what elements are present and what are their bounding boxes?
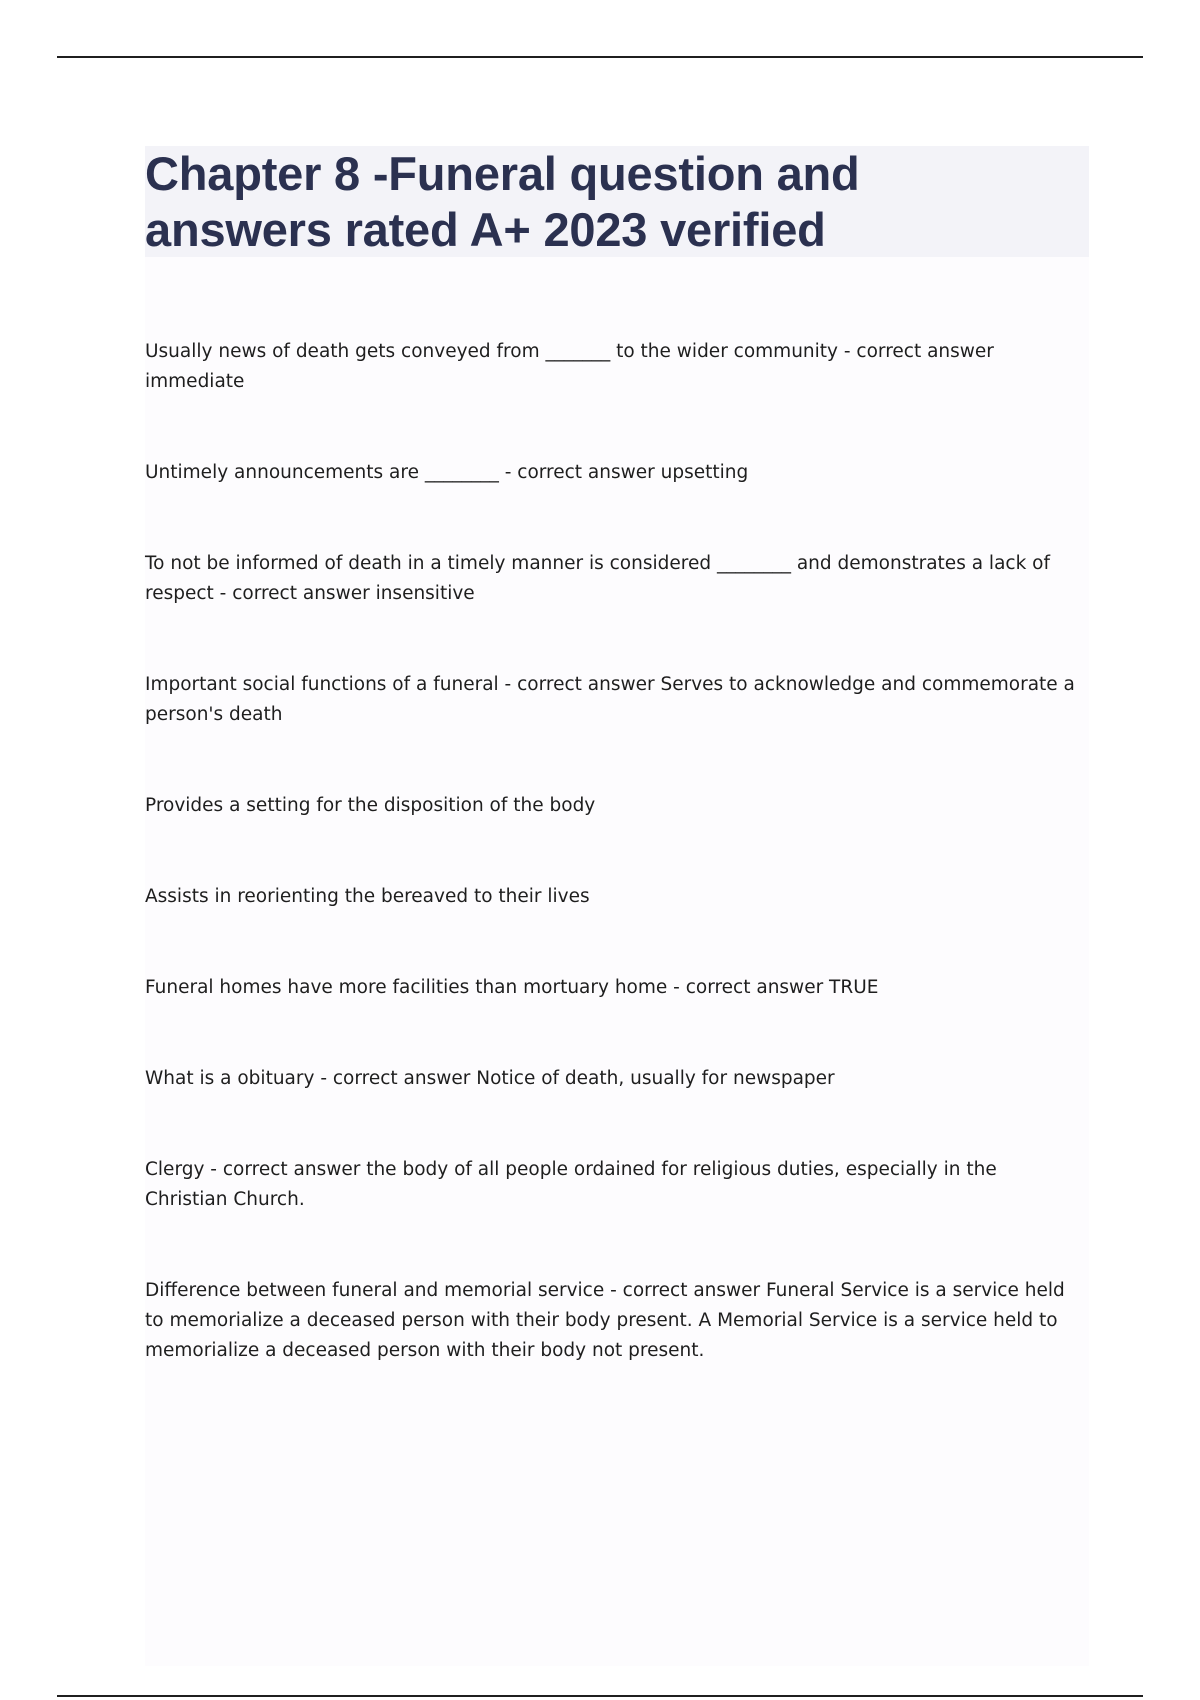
qa-item: To not be informed of death in a timely manner is considered ________ and demonstrates a lack of respect - correct answer insensitive — [145, 553, 1051, 604]
qa-item: Assists in reorienting the bereaved to their lives — [145, 886, 590, 907]
qa-item: Important social functions of a funeral - correct answer Serves to acknowledge and commemorate a person's death — [145, 674, 1075, 725]
qa-list — [145, 337, 1089, 1366]
qa-item: Untimely announcements are ________ - correct answer upsetting — [145, 462, 749, 483]
document-page — [145, 146, 1089, 1666]
top-divider — [57, 56, 1143, 58]
title-block — [145, 146, 1089, 257]
document-title: Chapter 8 -Funeral question and answers rated A+ 2023 verified — [145, 147, 860, 256]
qa-item: Funeral homes have more facilities than mortuary home - correct answer TRUE — [145, 977, 879, 998]
qa-item: Provides a setting for the disposition of the body — [145, 795, 596, 816]
qa-item: Clergy - correct answer the body of all people ordained for religious duties, especially in the Christian Church. — [145, 1159, 997, 1210]
qa-item: Difference between funeral and memorial service - correct answer Funeral Service is a service held to memorialize a deceased person with their body present. A Memorial Service is a service held to memorialize a deceased person with their body not present. — [145, 1280, 1065, 1361]
bottom-divider — [57, 1695, 1143, 1697]
qa-item: Usually news of death gets conveyed from _______ to the wider community - correct answer immediate — [145, 341, 994, 392]
qa-item: What is a obituary - correct answer Notice of death, usually for newspaper — [145, 1068, 835, 1089]
